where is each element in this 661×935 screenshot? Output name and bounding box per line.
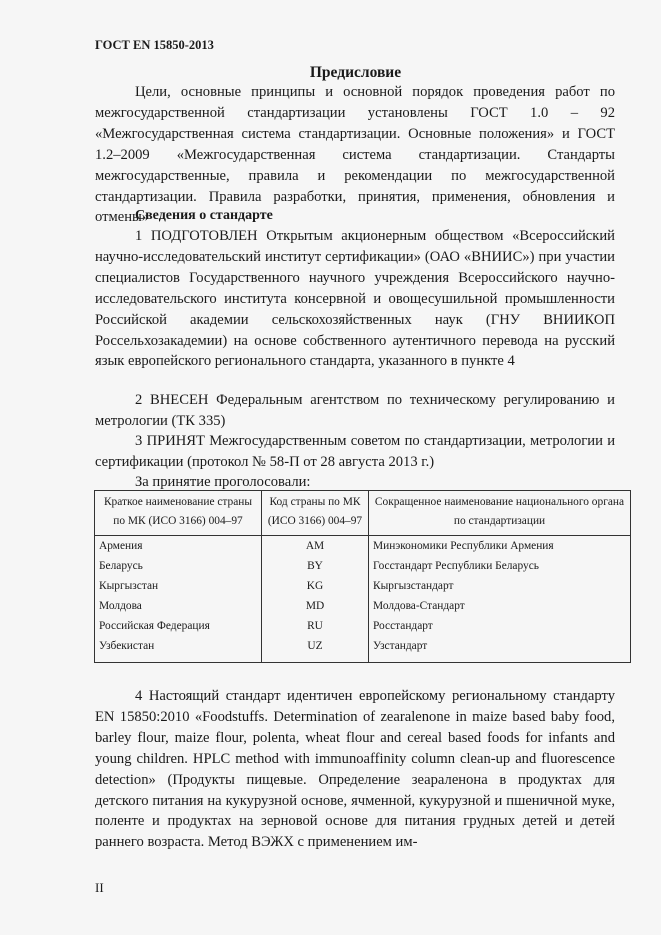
table-cell-body: Минэкономики Республики Армения: [369, 536, 631, 557]
table-cell-country: Беларусь: [95, 556, 262, 576]
voted-label: За принятие проголосовали:: [135, 474, 311, 490]
table-cell-code: RU: [262, 616, 369, 636]
standard-code-header: ГОСТ EN 15850-2013: [95, 38, 214, 52]
table-cell-body: Узстандарт: [369, 636, 631, 663]
page-title: Предисловие: [309, 64, 402, 81]
table-cell-body: Молдова-Стандарт: [369, 596, 631, 616]
table-row: [95, 596, 631, 616]
intro-paragraph: Цели, основные принципы и основной порядок проведения работ по межгосударственной стандартизации установлены ГОСТ 1.0 – 92 «Межгосударственная система стандартизации. Основные положения» и ГОСТ 1.2–2009 «Межгосударственная система стандартизации. Стандарты межгосударственные, правила и рекомендации по межгосударственной стандартизации. Правила разработки, принятия, применения, обновления и отмены»: [95, 84, 615, 226]
table-row: [95, 616, 631, 636]
table-header-body: Сокращенное наименование национального органа по стандартизации: [369, 491, 631, 536]
table-cell-code: KG: [262, 576, 369, 596]
table-row: [95, 636, 631, 663]
table-cell-country: Узбекистан: [95, 636, 262, 663]
table-cell-body: Росстандарт: [369, 616, 631, 636]
table-header-country: Краткое наименование страны по МК (ИСО 3166) 004–97: [95, 491, 262, 536]
item-introduced: 2 ВНЕСЕН Федеральным агентством по техническому регулированию и метрологии (ТК 335): [95, 392, 615, 429]
item-prepared: 1 ПОДГОТОВЛЕН Открытым акционерным обществом «Всероссийский научно-исследовательский институт сертификации» (ОАО «ВНИИС») при участии специалистов Государственного научного учреждения Всероссийского научно-исследовательского института консервной и овощесушильной промышленности Российской академии сельскохозяйственных наук (ГНУ ВНИИКОП Россельхозакадемии) на основе собственного аутентичного перевода на русский язык европейского регионального стандарта, указанного в пункте 4: [95, 228, 615, 370]
table-cell-country: Молдова: [95, 596, 262, 616]
table-header-code: Код страны по МК (ИСО 3166) 004–97: [262, 491, 369, 536]
table-cell-body: Госстандарт Республики Беларусь: [369, 556, 631, 576]
table-cell-country: Армения: [95, 536, 262, 557]
table-cell-country: Кыргызстан: [95, 576, 262, 596]
table-cell-country: Российская Федерация: [95, 616, 262, 636]
table-cell-code: MD: [262, 596, 369, 616]
table-row: [95, 576, 631, 596]
table-cell-body: Кыргызстандарт: [369, 576, 631, 596]
page-number: II: [95, 880, 104, 895]
section-heading: Сведения о стандарте: [135, 208, 273, 223]
item-adopted: 3 ПРИНЯТ Межгосударственным советом по стандартизации, метрологии и сертификации (протокол № 58-П от 28 августа 2013 г.): [95, 433, 615, 470]
table-cell-code: AM: [262, 536, 369, 557]
voting-table: [94, 490, 631, 663]
table-cell-code: BY: [262, 556, 369, 576]
table-header-row: [95, 491, 631, 536]
item-identical: 4 Настоящий стандарт идентичен европейскому региональному стандарту EN 15850:2010 «Foodstuffs. Determination of zearalenone in maize based baby food, barley flour, maize flour, polenta, wheat flour and cereal based foods for infants and young children. HPLC method with immunoaffinity column clean-up and fluorescence detection» (Продукты пищевые. Определение зеараленона в продуктах для детского питания на кукурузной основе, ячменной, кукурузной и пшеничной муке, поленте и продуктах на зерновой основе для питания грудных детей и детей раннего возраста. Метод ВЭЖХ с применением им-: [95, 688, 615, 851]
table-row: [95, 556, 631, 576]
table-row: [95, 536, 631, 557]
table-cell-code: UZ: [262, 636, 369, 663]
